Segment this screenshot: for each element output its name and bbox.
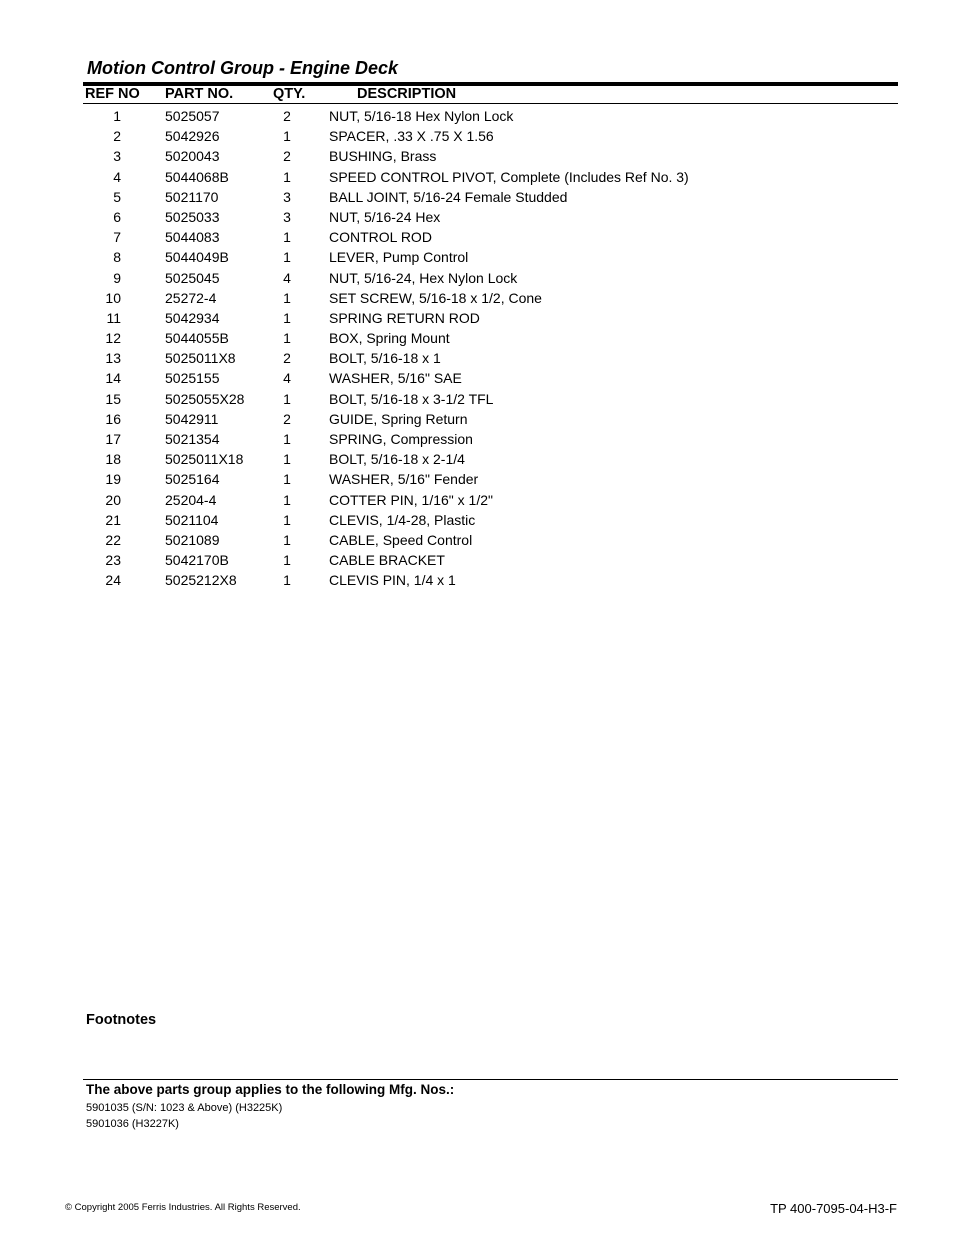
part-no-cell: 5042934 — [165, 309, 220, 326]
description-cell: NUT, 5/16-24, Hex Nylon Lock — [329, 269, 518, 286]
qty-cell: 2 — [283, 148, 291, 165]
table-row — [0, 268, 954, 288]
qty-cell: 3 — [283, 188, 291, 205]
description-cell: BOX, Spring Mount — [329, 330, 450, 347]
ref-no-cell: 19 — [105, 471, 121, 488]
table-row — [0, 207, 954, 227]
column-header-ref-no: REF NO — [85, 86, 140, 102]
table-row — [0, 389, 954, 409]
description-cell: NUT, 5/16-18 Hex Nylon Lock — [329, 108, 514, 124]
description-cell: LEVER, Pump Control — [329, 249, 469, 266]
qty-cell: 4 — [283, 269, 291, 286]
ref-no-cell: 15 — [105, 390, 121, 407]
description-cell: COTTER PIN, 1/16" x 1/2" — [329, 491, 493, 508]
qty-cell: 2 — [283, 108, 291, 124]
table-row — [0, 368, 954, 388]
table-header — [0, 86, 954, 103]
ref-no-cell: 20 — [105, 491, 121, 508]
table-row — [0, 550, 954, 570]
copyright-notice: © Copyright 2005 Ferris Industries. All Rights Reserved. — [65, 1202, 301, 1213]
parts-table — [0, 106, 954, 591]
part-no-cell: 5020043 — [165, 148, 220, 165]
part-no-cell: 5021170 — [165, 188, 219, 205]
part-no-cell: 5021354 — [165, 431, 220, 447]
part-no-cell: 5025011X18 — [165, 451, 244, 468]
part-no-cell: 5025045 — [165, 269, 220, 286]
ref-no-cell: 9 — [113, 269, 121, 286]
table-row — [0, 308, 954, 328]
description-cell: CLEVIS, 1/4-28, Plastic — [329, 511, 476, 528]
part-no-cell: 5042170B — [165, 552, 229, 569]
description-cell: BALL JOINT, 5/16-24 Female Studded — [329, 188, 568, 205]
description-cell: CABLE, Speed Control — [329, 531, 473, 548]
table-row — [0, 126, 954, 146]
table-row — [0, 409, 954, 429]
header-divider — [83, 103, 898, 104]
qty-cell: 2 — [283, 350, 291, 367]
part-no-cell: 5021104 — [165, 511, 219, 528]
mfg-number-list — [86, 1100, 282, 1132]
part-no-cell: 5021089 — [165, 531, 220, 548]
ref-no-cell: 10 — [105, 289, 121, 306]
ref-no-cell: 16 — [105, 410, 121, 427]
qty-cell: 1 — [283, 431, 291, 447]
table-row — [0, 167, 954, 187]
part-no-cell: 5025011X8 — [165, 350, 236, 367]
description-cell: SPRING, Compression — [329, 431, 473, 447]
ref-no-cell: 6 — [113, 208, 121, 225]
part-no-cell: 5025155 — [165, 370, 220, 387]
part-no-cell: 5044068B — [165, 168, 229, 185]
table-row — [0, 429, 954, 449]
qty-cell: 2 — [283, 410, 291, 427]
qty-cell: 1 — [283, 572, 291, 589]
description-cell: BOLT, 5/16-18 x 2-1/4 — [329, 451, 465, 468]
table-row — [0, 328, 954, 348]
ref-no-cell: 24 — [105, 572, 121, 589]
description-cell: WASHER, 5/16" Fender — [329, 471, 479, 488]
description-cell: BUSHING, Brass — [329, 148, 437, 165]
column-header-description: DESCRIPTION — [357, 86, 457, 102]
part-no-cell: 5042911 — [165, 410, 219, 427]
part-no-cell: 25272-4 — [165, 289, 217, 306]
description-cell: SET SCREW, 5/16-18 x 1/2, Cone — [329, 289, 542, 306]
description-cell: CLEVIS PIN, 1/4 x 1 — [329, 572, 456, 589]
part-no-cell: 5025057 — [165, 108, 220, 124]
description-cell: BOLT, 5/16-18 x 3-1/2 TFL — [329, 390, 494, 407]
document-code: TP 400-7095-04-H3-F — [770, 1201, 897, 1216]
qty-cell: 4 — [283, 370, 291, 387]
ref-no-cell: 22 — [105, 531, 121, 548]
ref-no-cell: 4 — [113, 168, 121, 185]
applies-divider — [83, 1079, 898, 1080]
qty-cell: 1 — [283, 309, 291, 326]
ref-no-cell: 1 — [113, 108, 121, 124]
ref-no-cell: 21 — [105, 511, 121, 528]
ref-no-cell: 3 — [113, 148, 121, 165]
qty-cell: 1 — [283, 249, 291, 266]
qty-cell: 1 — [283, 451, 291, 468]
qty-cell: 1 — [283, 531, 291, 548]
part-no-cell: 25204-4 — [165, 491, 217, 508]
description-cell: CABLE BRACKET — [329, 552, 445, 569]
part-no-cell: 5025212X8 — [165, 572, 237, 589]
mfg-number-item: 5901035 (S/N: 1023 & Above) (H3225K) — [86, 1102, 283, 1114]
qty-cell: 1 — [283, 390, 291, 407]
table-row — [0, 288, 954, 308]
description-cell: WASHER, 5/16" SAE — [329, 370, 462, 387]
qty-cell: 1 — [283, 128, 291, 145]
qty-cell: 3 — [283, 208, 291, 225]
table-row — [0, 247, 954, 267]
ref-no-cell: 7 — [113, 229, 121, 246]
ref-no-cell: 13 — [105, 350, 121, 367]
ref-no-cell: 11 — [106, 309, 121, 326]
qty-cell: 1 — [283, 289, 291, 306]
ref-no-cell: 8 — [113, 249, 121, 266]
table-row — [0, 469, 954, 489]
qty-cell: 1 — [283, 552, 291, 569]
part-no-cell: 5044055B — [165, 330, 229, 347]
qty-cell: 1 — [283, 168, 291, 185]
part-no-cell: 5025033 — [165, 208, 220, 225]
applies-heading: The above parts group applies to the following Mfg. Nos.: — [86, 1082, 455, 1097]
description-cell: BOLT, 5/16-18 x 1 — [329, 350, 441, 367]
description-cell: SPACER, .33 X .75 X 1.56 — [329, 128, 494, 145]
table-row — [0, 570, 954, 590]
part-no-cell: 5025055X28 — [165, 390, 245, 407]
qty-cell: 1 — [283, 229, 291, 246]
ref-no-cell: 23 — [105, 552, 121, 569]
mfg-number-item: 5901036 (H3227K) — [86, 1118, 179, 1130]
qty-cell: 1 — [283, 471, 291, 488]
table-row — [0, 449, 954, 469]
description-cell: SPEED CONTROL PIVOT, Complete (Includes Ref No. 3) — [329, 168, 689, 185]
ref-no-cell: 2 — [113, 128, 121, 145]
table-row — [0, 187, 954, 207]
part-no-cell: 5044049B — [165, 249, 229, 266]
table-row — [0, 530, 954, 550]
part-no-cell: 5044083 — [165, 229, 220, 246]
description-cell: GUIDE, Spring Return — [329, 410, 468, 427]
table-row — [0, 227, 954, 247]
part-no-cell: 5042926 — [165, 128, 220, 145]
table-row — [0, 348, 954, 368]
table-row — [0, 490, 954, 510]
ref-no-cell: 5 — [113, 188, 121, 205]
ref-no-cell: 12 — [105, 330, 121, 347]
description-cell: NUT, 5/16-24 Hex — [329, 208, 441, 225]
table-row — [0, 106, 954, 126]
qty-cell: 1 — [283, 511, 291, 528]
qty-cell: 1 — [283, 491, 291, 508]
ref-no-cell: 18 — [105, 451, 121, 468]
page-title: Motion Control Group - Engine Deck — [87, 58, 398, 78]
description-cell: CONTROL ROD — [329, 229, 432, 246]
ref-no-cell: 17 — [105, 431, 121, 447]
footnotes-heading: Footnotes — [86, 1012, 157, 1028]
description-cell: SPRING RETURN ROD — [329, 309, 480, 326]
ref-no-cell: 14 — [105, 370, 121, 387]
table-row — [0, 146, 954, 166]
column-header-qty: QTY. — [273, 86, 306, 102]
table-row — [0, 510, 954, 530]
qty-cell: 1 — [283, 330, 291, 347]
column-header-part-no: PART NO. — [165, 86, 234, 102]
part-no-cell: 5025164 — [165, 471, 220, 488]
